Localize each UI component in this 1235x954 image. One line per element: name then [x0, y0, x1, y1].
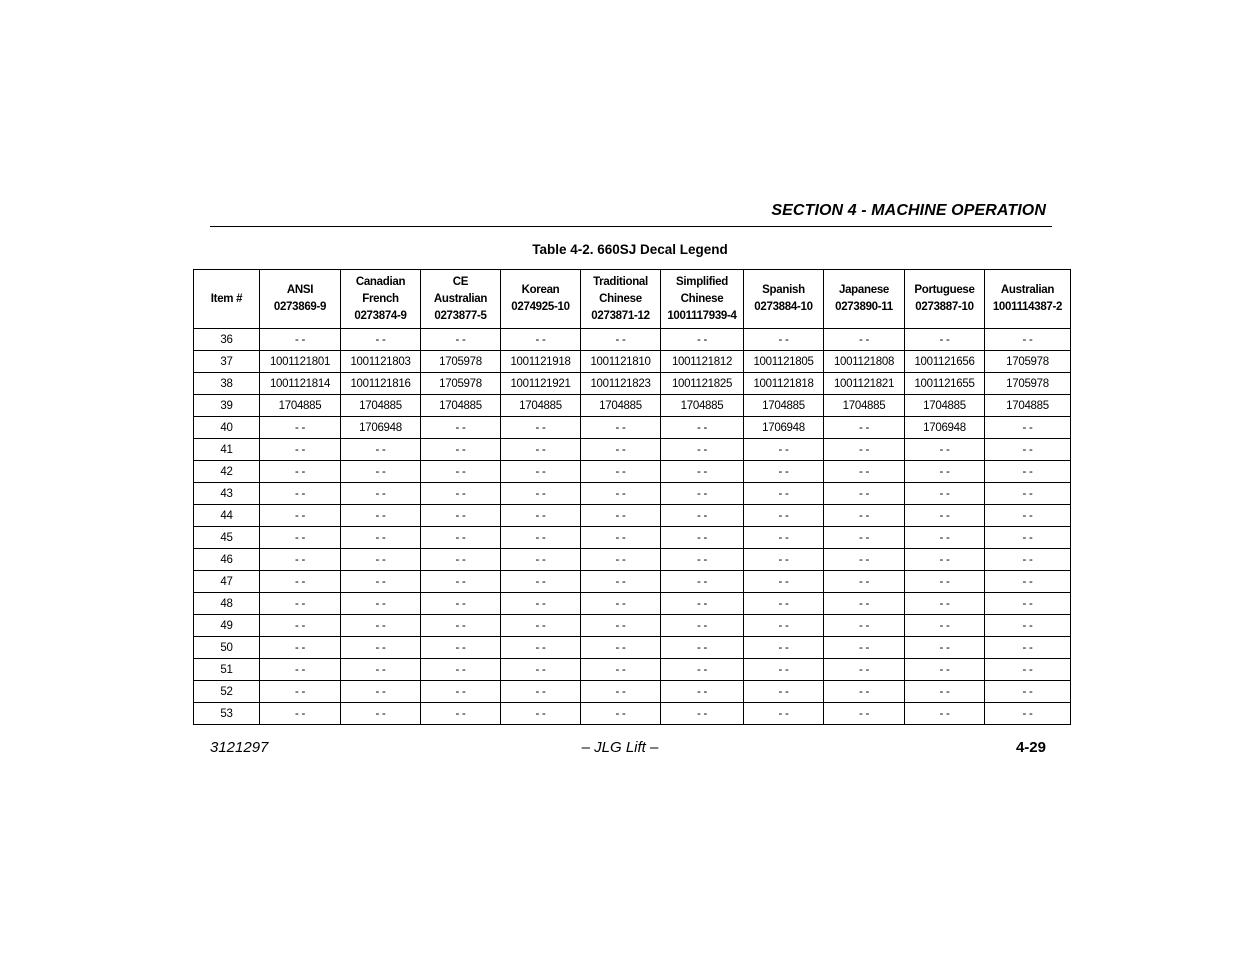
part-number-cell: - - [421, 439, 501, 461]
part-number-cell: - - [341, 659, 421, 681]
part-number-cell: - - [744, 637, 824, 659]
part-number-cell: - - [421, 637, 501, 659]
part-number-cell: - - [661, 681, 744, 703]
part-number-cell: - - [421, 329, 501, 351]
column-header-line: Simplified [676, 275, 728, 288]
part-number-cell: 1705978 [421, 373, 501, 395]
part-number-cell: - - [905, 615, 985, 637]
part-number-cell: - - [824, 659, 905, 681]
part-number-cell: - - [905, 505, 985, 527]
column-header-line: 1001117939-4 [667, 309, 737, 322]
part-number-cell: - - [824, 615, 905, 637]
page-number: 4-29 [1015, 739, 1046, 756]
table-row [194, 395, 1071, 417]
part-number-cell: 1001121810 [581, 351, 661, 373]
part-number-cell: - - [260, 571, 341, 593]
part-number-cell: - - [581, 593, 661, 615]
part-number-cell: 1001121814 [260, 373, 341, 395]
part-number-cell: - - [744, 505, 824, 527]
part-number-cell: - - [985, 703, 1071, 725]
part-number-cell: 1704885 [341, 395, 421, 417]
part-number-cell: - - [985, 505, 1071, 527]
part-number-cell: - - [824, 483, 905, 505]
part-number-cell: - - [501, 505, 581, 527]
part-number-cell: - - [581, 483, 661, 505]
part-number-cell: - - [501, 527, 581, 549]
part-number-cell: - - [581, 571, 661, 593]
part-number-cell: - - [501, 571, 581, 593]
column-header-portuguese [905, 270, 985, 329]
item-number-cell: 43 [194, 483, 260, 505]
part-number-cell: 1001121918 [501, 351, 581, 373]
column-header-australian [985, 270, 1071, 329]
part-number-cell: - - [985, 571, 1071, 593]
column-header-line: Australian [1000, 284, 1055, 296]
part-number-cell: 1001121805 [744, 351, 824, 373]
part-number-cell: - - [581, 505, 661, 527]
part-number-cell: - - [341, 615, 421, 637]
table-row [194, 615, 1071, 637]
part-number-cell: - - [421, 549, 501, 571]
item-number-cell: 38 [194, 373, 260, 395]
column-header-line: 0274925-10 [511, 301, 570, 313]
table-header-row [194, 270, 1071, 329]
table-row [194, 681, 1071, 703]
column-header-line: Canadian [355, 275, 406, 288]
part-number-cell: - - [985, 527, 1071, 549]
part-number-cell: - - [985, 461, 1071, 483]
part-number-cell: - - [421, 571, 501, 593]
part-number-cell: - - [985, 483, 1071, 505]
part-number-cell: - - [341, 505, 421, 527]
part-number-cell: 1001121823 [581, 373, 661, 395]
part-number-cell: - - [501, 439, 581, 461]
part-number-cell: - - [341, 593, 421, 615]
part-number-cell: - - [985, 593, 1071, 615]
part-number-cell: 1001121803 [341, 351, 421, 373]
part-number-cell: - - [260, 593, 341, 615]
table-row [194, 571, 1071, 593]
part-number-cell: - - [905, 637, 985, 659]
column-header-japanese [824, 270, 905, 329]
column-header-line: 0273874-9 [354, 309, 407, 322]
column-header-line: Portuguese [914, 284, 975, 296]
part-number-cell: 1706948 [744, 417, 824, 439]
column-header-ce-australian [421, 270, 501, 329]
part-number-cell: - - [581, 703, 661, 725]
table-row [194, 373, 1071, 395]
part-number-cell: - - [824, 527, 905, 549]
part-number-cell: 1705978 [985, 351, 1071, 373]
part-number-cell: 1001121801 [260, 351, 341, 373]
column-header-line: Chinese [599, 292, 642, 305]
column-header-line: 1001114387-2 [992, 301, 1063, 313]
part-number-cell: - - [260, 439, 341, 461]
part-number-cell: - - [421, 681, 501, 703]
part-number-cell: - - [985, 637, 1071, 659]
part-number-cell: 1704885 [581, 395, 661, 417]
column-header-line: 0273871-12 [591, 309, 650, 322]
part-number-cell: - - [905, 593, 985, 615]
part-number-cell: 1001121812 [661, 351, 744, 373]
part-number-cell: - - [581, 659, 661, 681]
part-number-cell: - - [985, 615, 1071, 637]
table-body [194, 329, 1071, 725]
document-number: 3121297 [210, 739, 269, 756]
part-number-cell: - - [985, 439, 1071, 461]
part-number-cell: - - [581, 681, 661, 703]
part-number-cell: - - [744, 461, 824, 483]
part-number-cell: - - [744, 549, 824, 571]
part-number-cell: - - [824, 593, 905, 615]
column-header-item [194, 270, 260, 329]
part-number-cell: 1704885 [824, 395, 905, 417]
item-number-cell: 42 [194, 461, 260, 483]
item-number-cell: 49 [194, 615, 260, 637]
part-number-cell: - - [421, 417, 501, 439]
part-number-cell: - - [501, 483, 581, 505]
part-number-cell: 1704885 [501, 395, 581, 417]
table-row [194, 527, 1071, 549]
part-number-cell: 1704885 [985, 395, 1071, 417]
item-number-cell: 45 [194, 527, 260, 549]
part-number-cell: - - [661, 637, 744, 659]
part-number-cell: - - [341, 637, 421, 659]
part-number-cell: - - [260, 461, 341, 483]
part-number-cell: - - [501, 549, 581, 571]
table-row [194, 461, 1071, 483]
part-number-cell: - - [824, 681, 905, 703]
column-header-line: Chinese [680, 292, 724, 305]
part-number-cell: - - [985, 549, 1071, 571]
part-number-cell: - - [581, 549, 661, 571]
part-number-cell: 1001121821 [824, 373, 905, 395]
item-number-cell: 36 [194, 329, 260, 351]
part-number-cell: - - [661, 329, 744, 351]
item-number-cell: 53 [194, 703, 260, 725]
part-number-cell: - - [661, 549, 744, 571]
column-header-traditional-chinese [581, 270, 661, 329]
part-number-cell: 1704885 [260, 395, 341, 417]
part-number-cell: - - [824, 703, 905, 725]
part-number-cell: 1001121655 [905, 373, 985, 395]
part-number-cell: - - [905, 329, 985, 351]
table-row [194, 637, 1071, 659]
part-number-cell: - - [905, 659, 985, 681]
column-header-line: Traditional [593, 275, 648, 288]
part-number-cell: - - [985, 659, 1071, 681]
part-number-cell: - - [581, 461, 661, 483]
column-header-line: Spanish [762, 284, 805, 296]
table-row [194, 329, 1071, 351]
item-number-cell: 41 [194, 439, 260, 461]
column-header-line: 0273869-9 [273, 301, 327, 313]
part-number-cell: - - [905, 461, 985, 483]
part-number-cell: - - [260, 549, 341, 571]
column-header-korean [501, 270, 581, 329]
table-row [194, 417, 1071, 439]
part-number-cell: - - [421, 659, 501, 681]
part-number-cell: - - [824, 549, 905, 571]
part-number-cell: 1001121921 [501, 373, 581, 395]
column-header-line: 0273890-11 [835, 301, 893, 313]
part-number-cell: - - [341, 703, 421, 725]
part-number-cell: - - [905, 549, 985, 571]
column-header-line: 0273877-5 [434, 309, 487, 322]
part-number-cell: 1001121818 [744, 373, 824, 395]
part-number-cell: - - [341, 681, 421, 703]
item-number-cell: 50 [194, 637, 260, 659]
column-header-line: Japanese [838, 284, 890, 296]
part-number-cell: - - [341, 461, 421, 483]
table-row [194, 505, 1071, 527]
part-number-cell: 1706948 [905, 417, 985, 439]
part-number-cell: - - [260, 703, 341, 725]
part-number-cell: - - [260, 329, 341, 351]
column-header-line: Item # [210, 292, 243, 305]
part-number-cell: - - [985, 417, 1071, 439]
table-row [194, 593, 1071, 615]
part-number-cell: 1704885 [661, 395, 744, 417]
part-number-cell: - - [905, 571, 985, 593]
column-header-line: 0273887-10 [915, 301, 974, 313]
part-number-cell: 1705978 [421, 351, 501, 373]
item-number-cell: 51 [194, 659, 260, 681]
table-row [194, 549, 1071, 571]
part-number-cell: - - [501, 703, 581, 725]
column-header-line: ANSI [286, 284, 314, 296]
part-number-cell: - - [260, 483, 341, 505]
part-number-cell: - - [985, 329, 1071, 351]
part-number-cell: - - [501, 681, 581, 703]
part-number-cell: - - [824, 461, 905, 483]
item-number-cell: 48 [194, 593, 260, 615]
part-number-cell: - - [744, 483, 824, 505]
part-number-cell: - - [421, 483, 501, 505]
column-header-ansi [260, 270, 341, 329]
part-number-cell: 1001121816 [341, 373, 421, 395]
part-number-cell: - - [744, 659, 824, 681]
footer-brand: – JLG Lift – [581, 739, 659, 756]
part-number-cell: - - [421, 461, 501, 483]
part-number-cell: - - [824, 637, 905, 659]
item-number-cell: 52 [194, 681, 260, 703]
part-number-cell: - - [260, 505, 341, 527]
part-number-cell: - - [260, 417, 341, 439]
part-number-cell: - - [581, 637, 661, 659]
part-number-cell: - - [260, 681, 341, 703]
part-number-cell: - - [260, 527, 341, 549]
part-number-cell: 1704885 [744, 395, 824, 417]
part-number-cell: - - [824, 571, 905, 593]
table-row [194, 703, 1071, 725]
item-number-cell: 40 [194, 417, 260, 439]
part-number-cell: - - [661, 527, 744, 549]
part-number-cell: - - [501, 329, 581, 351]
section-title: SECTION 4 - MACHINE OPERATION [771, 202, 1046, 219]
part-number-cell: 1001121825 [661, 373, 744, 395]
part-number-cell: - - [421, 505, 501, 527]
part-number-cell: - - [501, 461, 581, 483]
part-number-cell: - - [661, 505, 744, 527]
part-number-cell: 1704885 [905, 395, 985, 417]
part-number-cell: 1706948 [341, 417, 421, 439]
table-row [194, 351, 1071, 373]
part-number-cell: - - [661, 703, 744, 725]
part-number-cell: - - [341, 571, 421, 593]
part-number-cell: - - [661, 659, 744, 681]
part-number-cell: - - [501, 417, 581, 439]
table-row [194, 483, 1071, 505]
part-number-cell: - - [501, 615, 581, 637]
part-number-cell: - - [744, 615, 824, 637]
column-header-line: Australian [433, 292, 488, 305]
part-number-cell: - - [744, 439, 824, 461]
part-number-cell: - - [661, 615, 744, 637]
part-number-cell: - - [661, 439, 744, 461]
table-row [194, 659, 1071, 681]
part-number-cell: - - [341, 527, 421, 549]
table-caption: Table 4-2. 660SJ Decal Legend [532, 242, 728, 257]
part-number-cell: - - [581, 615, 661, 637]
part-number-cell: - - [744, 681, 824, 703]
part-number-cell: - - [661, 593, 744, 615]
part-number-cell: - - [581, 439, 661, 461]
header-divider [210, 226, 1052, 227]
item-number-cell: 44 [194, 505, 260, 527]
decal-legend-table [193, 269, 1071, 725]
part-number-cell: - - [905, 483, 985, 505]
part-number-cell: - - [341, 329, 421, 351]
column-header-line: French [362, 292, 399, 305]
part-number-cell: - - [341, 483, 421, 505]
part-number-cell: - - [501, 637, 581, 659]
part-number-cell: - - [260, 615, 341, 637]
part-number-cell: - - [661, 571, 744, 593]
part-number-cell: 1704885 [421, 395, 501, 417]
part-number-cell: - - [905, 681, 985, 703]
item-number-cell: 46 [194, 549, 260, 571]
part-number-cell: - - [824, 439, 905, 461]
column-header-line: Korean [521, 284, 560, 296]
part-number-cell: - - [421, 703, 501, 725]
part-number-cell: - - [421, 615, 501, 637]
part-number-cell: - - [824, 329, 905, 351]
part-number-cell: - - [260, 659, 341, 681]
part-number-cell: - - [824, 505, 905, 527]
part-number-cell: - - [581, 527, 661, 549]
table-row [194, 439, 1071, 461]
part-number-cell: - - [744, 571, 824, 593]
part-number-cell: - - [744, 703, 824, 725]
part-number-cell: - - [744, 527, 824, 549]
part-number-cell: - - [661, 417, 744, 439]
part-number-cell: - - [985, 681, 1071, 703]
part-number-cell: - - [824, 417, 905, 439]
part-number-cell: 1001121656 [905, 351, 985, 373]
part-number-cell: 1001121808 [824, 351, 905, 373]
part-number-cell: - - [581, 329, 661, 351]
column-header-line: CE [452, 275, 469, 288]
item-number-cell: 47 [194, 571, 260, 593]
column-header-line: 0273884-10 [754, 301, 813, 313]
part-number-cell: - - [260, 637, 341, 659]
part-number-cell: 1705978 [985, 373, 1071, 395]
item-number-cell: 39 [194, 395, 260, 417]
part-number-cell: - - [341, 549, 421, 571]
part-number-cell: - - [661, 483, 744, 505]
part-number-cell: - - [421, 593, 501, 615]
column-header-spanish [744, 270, 824, 329]
part-number-cell: - - [744, 593, 824, 615]
part-number-cell: - - [581, 417, 661, 439]
part-number-cell: - - [421, 527, 501, 549]
part-number-cell: - - [341, 439, 421, 461]
part-number-cell: - - [501, 659, 581, 681]
part-number-cell: - - [905, 527, 985, 549]
part-number-cell: - - [905, 703, 985, 725]
column-header-canadian-french [341, 270, 421, 329]
column-header-simplified-chinese [661, 270, 744, 329]
item-number-cell: 37 [194, 351, 260, 373]
part-number-cell: - - [905, 439, 985, 461]
part-number-cell: - - [501, 593, 581, 615]
part-number-cell: - - [661, 461, 744, 483]
part-number-cell: - - [744, 329, 824, 351]
